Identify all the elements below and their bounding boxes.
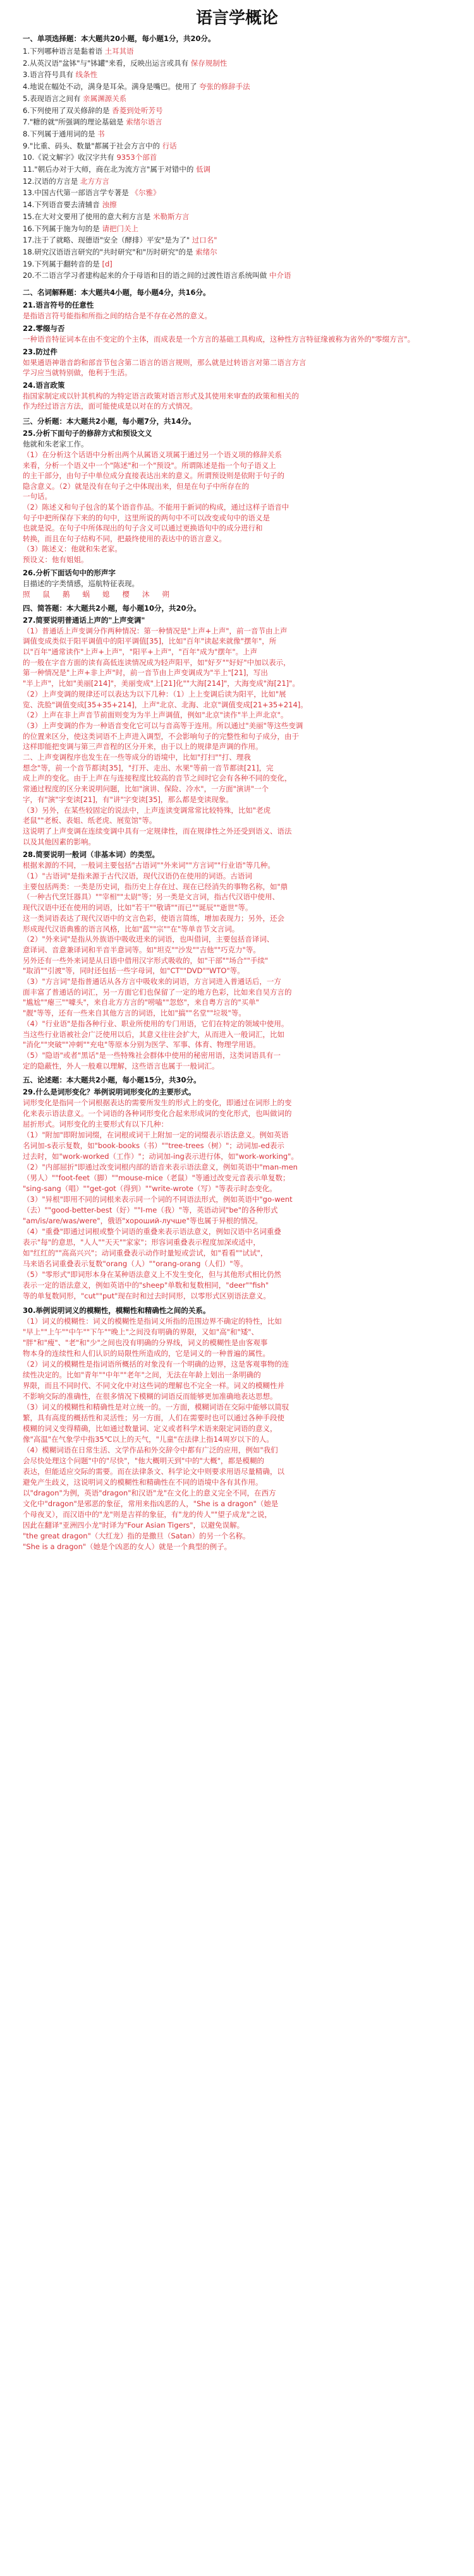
question-item <box>23 212 453 222</box>
question-item <box>23 129 453 139</box>
answer-text: 《尔雅》 <box>128 188 161 198</box>
answer-paragraph-line: 另外还有一些外来词是从日语中借用汉字形式吸收的，如"干部""场合""手续" <box>23 956 269 965</box>
question-text: 19.下列属于翻转音的是 <box>23 259 100 268</box>
section-header: 二、名词解释题：本大题共4小题，每小题4分，共16分。 <box>23 288 210 297</box>
answer-paragraph-line: 界限，而且不同时代、不同文化中对这些词的理解也不完全一样。词义的模糊性并 <box>23 1381 284 1391</box>
answer-paragraph-line: （3）词义的模糊性和精确性是对立统一的。一方面，模糊词语在交际中能够以简驭 <box>23 1403 289 1412</box>
question-text: 5.表现语言之间有 <box>23 93 81 103</box>
question-text: 4.地说在幅处不动，满身是耳朵。满身是嘴巴。使用了 <box>23 82 197 92</box>
answer-paragraph-line: "早上""上午""中午""下午""晚上"之间没有明确的界限，又如"高"和"矮"、 <box>23 1327 259 1337</box>
answer-paragraph-line: 的一般在字音方面的读有高低连读情况成为轻声阳平，如"好歹""好好"中加以表示， <box>23 657 291 667</box>
answer-paragraph-line: （2）"外来词"是指从外族语中吸收进来的词语，也叫借词，主要包括音译词、 <box>23 935 274 944</box>
answer-paragraph-line: （4）"重叠"即通过词根或整个词语的重叠来表示语法意义，例如汉语中名词重叠 <box>23 1227 281 1237</box>
answer-character-row <box>23 590 453 599</box>
question-text: 17.注于了就略、现德语"安全（酵排）平安"是为了" <box>23 236 190 245</box>
question-text: 13.中国古代第一部语言学专著是 <box>23 188 129 198</box>
answer-paragraph-line: （1）在分析这个话语中分析出两个从属语义项属于通过另一个语义项的修辞关系 <box>23 450 282 459</box>
answer-paragraph-line: 想念"等，前一个音节都读[35]，"打开、走出、水果"等前一音节都读[21]，完 <box>23 763 274 772</box>
question-text: 22.零缀与否 <box>23 324 65 333</box>
answer-paragraph-line: 这一类词语表达了现代汉语中的文言色彩，使语言简练，增加表现力；另外，还会 <box>23 913 284 923</box>
answer-paragraph-line: 以及其他因素的影响。 <box>23 837 95 846</box>
question-text: 16.下列属于施为句的是 <box>23 224 100 233</box>
answer-paragraph-line: 定的隐蔽性，外人一般难以理解，这些语言也属于一般词汇。 <box>23 1061 219 1070</box>
answer-text: 北方方言 <box>78 176 109 186</box>
section-header: 五、论述题：本大题共2小题，每小题15分，共30分。 <box>23 1075 201 1085</box>
answer-paragraph-line: 表示一定的语法意义，例如英语中的"sheep"单数和复数相同，"deer""fish" <box>23 1281 269 1290</box>
answer-paragraph-line: 表达，但能适应交际的需要。而在法律条文、科学论文中则要求用语尽量精确，以 <box>23 1467 284 1477</box>
question-text: 18.研究汉语语言研究的"共时研究"和"历时研究"的是 <box>23 247 193 256</box>
question-text: 27.简要说明普通话上声的"上声变调" <box>23 615 145 625</box>
answer-paragraph-line: "消化""突破""冲刺""充电"等原本分别为医学、军事、体育、物理学用语。 <box>23 1040 260 1050</box>
answer-paragraph-line: "半上声"，比如"美丽[214]"，美丽变成"上[21]化""大海[214]"，大海变成"海[21]"。 <box>23 679 300 688</box>
answer-paragraph-line: 隐含意义。（2）就是没有在句子之中体现出来，但是在句子中所存在的 <box>23 481 250 491</box>
answer-paragraph-line: 第一种情况是"上声+非上声"时，前一音节由上声变调成为"半上"[21]，写出 <box>23 668 268 678</box>
answer-paragraph-line: 如果通语神谐音韵和部音节包含第二语言的语言规则，那么就是过转语言对第二语言方言 <box>23 358 307 367</box>
answer-paragraph-line: 表示"每"的意思，"人人""天天""家家"；形容词重叠表示程度加深或适中， <box>23 1238 260 1247</box>
answer-paragraph-line: 句子中把所保存下来的的句中，这里所说的两句中不可以改变或句中的语义是 <box>23 513 270 522</box>
answer-paragraph-line: 等的单复数同形，"cut""put"现在时和过去时同形，以零形式区别语法意义。 <box>23 1291 270 1301</box>
question-text: 26.分析下面话句中的形声字 <box>23 568 116 577</box>
answer-paragraph-line: （1）"古语词"是指来源于古代汉语，现代汉语仍在使用的词语。古语词 <box>23 872 252 880</box>
answer-paragraph-line: 的主干部分，由句子中单位成分直接表达出来的意义。所谓预设则是依附于句子的 <box>23 471 284 481</box>
answer-text: 书 <box>95 129 105 138</box>
answer-paragraph-line: 二、上声变调程序也发生在一些等成分的语境中，比如"打扫""打、理我 <box>23 753 251 762</box>
answer-paragraph-line: "取消""引渡"等，同时还包括一些字母词，如"CT""DVD""WTO"等。 <box>23 966 245 976</box>
question-item <box>23 200 453 210</box>
answer-paragraph-line: 词形变化是指同一个词根据表达的需要所发生的形式上的变化，即通过在词形上的变 <box>23 1098 292 1108</box>
answer-paragraph-line: 调值变成类似于阳平调值中的阳平调值[35]，比如"百年"读起来就像"摆年"，所 <box>23 637 277 646</box>
answer-paragraph-line: 的位置来区分，使这类词语不上声进入调型，不会影响句子的完整性和句子成分，由于 <box>23 731 299 741</box>
question-text: 2.从英汉语"盆钵"与"钵罐"来看，反映出运言或具有 <box>23 58 189 68</box>
answer-paragraph-line: 老鼠""老板、表姐、纸老虎、展览馆"等。 <box>23 816 157 825</box>
section-header: 一、单项选择题：本大题共20小题，每小题1分，共20分。 <box>23 34 216 43</box>
answer-paragraph-line: 面丰富了普通话的词汇，另一方面它们也保留了一定的地方色彩，比如来自吴方言的 <box>23 987 292 997</box>
answer-text: 土耳其语 <box>102 47 134 56</box>
answer-text: 中介语 <box>267 271 291 280</box>
answer-paragraph-line: 化来表示语法意义。一个词语的各种词形变化合起来形成词的变化形式，也叫做词的 <box>23 1109 292 1118</box>
page-title: 语言学概论 <box>195 9 278 28</box>
answer-paragraph-line: 不影响交际的准确性，在很多情况下模糊的词语反而能够更加准确地表达思想。 <box>23 1392 277 1401</box>
answer-paragraph-line: "靓"等等，还有一些来自其他方言的词语，比如"搞""名堂""垃圾"等。 <box>23 1009 246 1018</box>
answer-character: 鼠 <box>42 589 50 599</box>
question-text: 20.不二语言学习者建构起来的介于母语和目的语之间的过渡性语言系统叫做 <box>23 271 267 280</box>
question-text: 30.举例说明词义的模糊性，模糊性和精确性之间的关系。 <box>23 1306 210 1315</box>
answer-text: 低调 <box>193 165 211 174</box>
answer-paragraph-line: （1）"附加"即附加词缀，在词根或词干上附加一定的词缀表示语法意义。例如英语 <box>23 1130 289 1140</box>
answer-paragraph-line: （2）"内部屈折"即通过改变词根内部的语音来表示语法意义，例如英语中"man-men <box>23 1163 298 1172</box>
answer-text: 浊擦 <box>99 200 117 210</box>
answer-paragraph-line: "She is a dragon"（她是个凶恶的女人）就是一个典型的例子。 <box>23 1542 232 1552</box>
answer-paragraph-line: 作为经过语言方法，面可能使成是以对在的方式情况。 <box>23 402 197 410</box>
question-text: 3.语言符号具有 <box>23 70 73 80</box>
answer-paragraph-line: （3）上声变调的作为一种语音变化它可以与音高等于连用。所以通过"美丽"等这些变调 <box>23 721 303 730</box>
question-item <box>23 177 453 186</box>
answer-character: 沐 <box>142 589 150 599</box>
answer-paragraph-line: 繁，具有高度的概括性和灵活性；另一方面，人们在需要时也可以通过各种手段使 <box>23 1413 284 1423</box>
answer-paragraph-line: （3）"异根"即用不同的词根来表示同一个词的不同语法形式，例如英语中"go-went <box>23 1195 293 1204</box>
answer-paragraph-line: 文化中"dragon"是邪恶的象征，常用来指凶恶的人，"She is a dragon"（她是 <box>23 1499 279 1509</box>
question-item <box>23 260 453 269</box>
answer-paragraph-line: （1）词义的模糊性：词义的模糊性是指词义所指的范围边界不确定的特性，比如 <box>23 1317 282 1326</box>
answer-paragraph-line: 意译词、音意兼译词和半音半意词等。如"坦克""沙发""吉他""巧克力"等。 <box>23 945 260 954</box>
question-text: 10.《说文解字》收汉字共有 <box>23 153 114 162</box>
answer-paragraph-line: （5）"零形式"即词形本身在某种语法意义上不发生变化，但与其他形式相比仍然 <box>23 1270 281 1279</box>
answer-paragraph-line: 因此在翻译"亚洲四小龙"时译为"Four Asian Tigers"，以避免误解。 <box>23 1521 245 1530</box>
answer-text: 线条性 <box>73 70 98 80</box>
answer-paragraph-line: 根据来源的不同，一般词主要包括"古语词""外来词""方言词""行业语"等几种。 <box>23 861 275 870</box>
answer-text: 亲属渊源关系 <box>80 93 127 103</box>
answer-paragraph-line: 以"百年"通常读作"上声+上声"，"阳平+上声"，"百年"成为"摆年"。上声 <box>23 647 258 656</box>
answer-character: 樱 <box>122 589 130 599</box>
answer-paragraph-line: 当这些行业语被社会广泛使用以后，其意义往往会扩大，从而进入一般词汇，比如 <box>23 1029 284 1039</box>
answer-paragraph-line: 模糊的词义变得精确，比如通过数量词、定义或者科学术语来限定词语的意义， <box>23 1424 277 1434</box>
answer-paragraph-line: "胖"和"瘦"、"老"和"少"之间也没有明确的分界线，词义的模糊性是由客观事 <box>23 1338 268 1348</box>
answer-paragraph-line: 避免产生歧义，这说明词义的模糊性和精确性在不同的语境中各有其作用。 <box>23 1478 263 1487</box>
question-text: 14.下列语音要去清辅音 <box>23 200 100 210</box>
answer-paragraph-line: "sing-sang（唱）""get-got（得到）""write-wrote（写）"等表示时态变化。 <box>23 1184 277 1194</box>
answer-paragraph-line: "am/is/are/was/were"，俄语"хороший-лучше"等也属于异根的情况。 <box>23 1216 263 1226</box>
question-text: 8.下列属于通用词的是 <box>23 129 95 138</box>
question-item <box>23 271 453 280</box>
question-item <box>23 188 453 198</box>
answer-paragraph-line: 一句话。 <box>23 492 52 501</box>
question-text: 目描述的字类情感，巡航特征表现。 <box>23 578 139 588</box>
question-text: 21.语言符号的任意性 <box>23 301 94 309</box>
answer-paragraph-line: 转换，而且在句子结构不同，把最终使用的表达中的语言意义。 <box>23 534 226 543</box>
question-item <box>23 106 453 116</box>
question-text: 25.分析下面句子的修辞方式和预设文义 <box>23 429 152 438</box>
answer-paragraph-line: 是指语言符号能指和所指之间的结合是不存在必然的意义。 <box>23 311 212 320</box>
section-header: 四、简答题：本大题共2小题，每小题10分，共20分。 <box>23 603 201 613</box>
answer-paragraph-line: 一种语音特征词本在由不变定的个主体，而成表是一个方言的基础工具构成，这种性方言特征缘被称为省外的"零缀方言"。 <box>23 335 415 344</box>
section-header: 三、分析题：本大题共2小题，每小题7分，共14分。 <box>23 417 196 426</box>
answer-text: 保存规制性 <box>188 58 228 68</box>
question-text: 24.语言政策 <box>23 381 65 390</box>
answer-paragraph-line: "the great dragon"（大红龙）指的是撒旦（Satan）的另一个名称。 <box>23 1531 250 1541</box>
answer-paragraph-line: 成上声的变化。由于上声在与连接程度比较高的音节之间时它会有各种不同的变化， <box>23 774 292 783</box>
answer-text: 索绪尔语言 <box>123 117 162 127</box>
question-item <box>23 94 453 104</box>
answer-paragraph-line: 字，有"演"字变读[21]，有"讲"字变读[35]，那么都是变读现象。 <box>23 794 233 804</box>
answer-text: 请把门关上 <box>99 224 138 233</box>
answer-paragraph-line: 屈折形式。词形变化的主要形式有以下几种： <box>23 1120 168 1129</box>
answer-paragraph-line: 常通过程度的区分来说明问题，比如"演讲、保险、冷水"，一方面"演讲"一个 <box>23 784 269 794</box>
answer-paragraph-line: 马来语名词重叠表示复数"orang（人）""orang-orang（人们）"等。 <box>23 1259 248 1269</box>
answer-paragraph-line: "尴尬""瘪三""噱头"，来自北方方言的"唠嗑""忽悠"，来自粤方言的"买单" <box>23 998 259 1007</box>
answer-paragraph-line: 以"dragon"为例，英语"dragon"和汉语"龙"在文化上的意义完全不同，在西方 <box>23 1489 276 1498</box>
question-text: 23.防过件 <box>23 347 58 356</box>
question-text: 7."糖的就"所强调的理论基础是 <box>23 117 124 127</box>
answer-paragraph-line: （2）上声在非上声音节前面则变为为半上声调值，例如"北京"读作"半上声北京"。 <box>23 710 288 720</box>
answer-character: 朔 <box>162 589 169 599</box>
answer-paragraph-line: 这说明了上声变调在连续变调中具有一定规律性，而在规律性之外还受到语义、语法 <box>23 826 292 836</box>
answer-paragraph-line: （男人）""foot-feet（脚）""mouse-mice（老鼠）"等通过改变元音表示单复数； <box>23 1173 290 1183</box>
answer-paragraph-line: 如"红红的""高高兴兴"；动词重叠表示动作时量短或尝试，如"看看""试试"， <box>23 1249 268 1258</box>
answer-character: 媳 <box>102 589 110 599</box>
answer-text: 索绪尔 <box>193 247 217 256</box>
answer-paragraph-line: 学习应当就特别做，他利于生活。 <box>23 368 132 377</box>
answer-paragraph-line: 指国家制定或以针其机构的为特定语言政策对语言形式及其使用来审查的政策和相关的 <box>23 392 299 400</box>
answer-paragraph-line: （2）上声变调的规律还可以表达为以下几种：（1）上上变调后读为阳平，比如"展 <box>23 689 286 698</box>
question-text: 15.在大对文要用了使用的意大利方言是 <box>23 212 151 221</box>
answer-paragraph-line: （3）陈述义：他就和朱老家。 <box>23 544 122 554</box>
answer-text: 过口名" <box>190 236 217 245</box>
question-item <box>23 59 453 68</box>
answer-character: 蜗 <box>82 589 90 599</box>
question-text: 11."朝后办对于大师，商在北为流方言"属于对错中的 <box>23 165 194 174</box>
answer-paragraph-line: 物本身的连续性和人们认识的局限性所造成的，它是词义的一种普遍的属性。 <box>23 1349 270 1358</box>
answer-paragraph-line: 览、洗脸"调值变成[35+35+214]，上声"北京、北海、北京"调值变成[21+35+214]。 <box>23 700 308 709</box>
question-text: 9."比重、码头、数量"都属于社会方言中的 <box>23 141 161 150</box>
answer-paragraph-line: 预设义：他有姐姐。 <box>23 555 88 564</box>
answer-paragraph-line: 形成现代汉语典雅的语言风格，比如"蓝""宗""在"等单音节文言词。 <box>23 924 240 933</box>
question-text: 1.下列哪种语言是黏着语 <box>23 47 102 56</box>
answer-paragraph-line: 过去时，如"work-worked（工作）"；动词加-ing表示进行体，如"work-working"。 <box>23 1152 298 1161</box>
question-item <box>23 117 453 127</box>
answer-paragraph-line: （2）词义的模糊性是指词语所概括的对象没有一个明确的边界，这是客观事物的连 <box>23 1360 289 1369</box>
question-item <box>23 141 453 151</box>
answer-paragraph-line: （4）"行业语"是指各种行业、职业所使用的专门用语，它们在特定的领域中使用。 <box>23 1019 289 1028</box>
answer-paragraph-line: 现代汉语中还在使用的词语，比如"若干""敬请""而已""诞辰""逝世"等。 <box>23 903 253 913</box>
answer-paragraph-line: （1）普通话上声变调分作两种情况：第一种情况是"上声+上声"，前一音节由上声 <box>23 626 288 635</box>
question-item <box>23 165 453 174</box>
answer-paragraph-line: 也就是说。在句子中所体现出的句子含义可以通过更换语句中的成分进行和 <box>23 524 263 533</box>
answer-paragraph-line: （去）""good-better-best（好）""I-me（我）"等，英语动词"be"的各种形式 <box>23 1206 278 1215</box>
question-item <box>23 236 453 245</box>
question-text: 他就和朱老家工作。 <box>23 440 88 448</box>
answer-paragraph-line: 来看，分析一个语义中一个"陈述"和一个"预设"。所谓陈述是指一个句子语义上 <box>23 460 276 470</box>
question-item <box>23 47 453 56</box>
answer-paragraph-line: 个母夜叉），而汉语中的"龙"则是吉祥的象征，有"龙的传人""望子成龙"之说， <box>23 1510 272 1519</box>
answer-paragraph-line: （4）模糊词语在日常生活、文学作品和外交辞令中都有广泛的应用，例如"我们 <box>23 1446 278 1455</box>
answer-paragraph-line: （一种古代烹饪器具）""宰相""太尉"等；另一类是文言词，指古代汉语中使用、 <box>23 892 279 902</box>
question-item <box>23 153 453 162</box>
answer-text: 米勒斯方言 <box>150 212 190 221</box>
answer-paragraph-line: 主要包括两类：一类是历史词，指历史上存在过、现在已经消失的事物名称，如"鼎 <box>23 882 288 891</box>
question-item <box>23 82 453 92</box>
question-text: 12.汉语的方言是 <box>23 176 78 186</box>
question-text: 29.什么是词形变化？举例说明词形变化的主要形式。 <box>23 1087 196 1097</box>
answer-paragraph-line: （3）另外，在某些较固定的说法中，上声连读变调常常比较特殊，比如"老虎 <box>23 805 271 815</box>
answer-text: 夸张的修辞手法 <box>197 82 250 92</box>
answer-character: 照 <box>23 589 30 599</box>
answer-paragraph-line: 会尽快处理这个问题"中的"尽快"，"他大概明天到"中的"大概"，都是模糊的 <box>23 1456 265 1466</box>
answer-text: 香菱到处听芳号 <box>109 105 163 115</box>
answer-paragraph-line: （3）"方言词"是指普通话从各方言中吸收来的词语，方言词进入普通话后，一方 <box>23 977 281 986</box>
answer-paragraph-line: 续性决定的。比如"青年""中年""老年"之间，无法在年龄上划出一条明确的 <box>23 1370 261 1380</box>
answer-paragraph-line: 这样即能把变调与第三声音程的区分开来，由于以上的规律是声调的作用。 <box>23 742 263 752</box>
question-item <box>23 70 453 80</box>
answer-paragraph-line: （5）"隐语"或者"黑话"是一些特殊社会群体中使用的秘密用语，这类词语具有一 <box>23 1050 281 1060</box>
question-text: 6.下列使用了双关修辞的是 <box>23 105 110 115</box>
question-item <box>23 224 453 234</box>
answer-paragraph-line: （2）陈述义和句子包含的某个语音作品。不能用于新词的构成，通过这样子语音中 <box>23 503 289 512</box>
question-item <box>23 248 453 257</box>
answer-text: 行话 <box>160 141 177 150</box>
answer-paragraph-line: 名词加-s表示复数，如"book-books（书）""tree-trees（树）"；动词加-ed表示 <box>23 1141 284 1151</box>
answer-text: 9353个部首 <box>114 153 157 162</box>
answer-paragraph-line: 像"高温"在气象学中指35℃以上的天气，"儿童"在法律上指14周岁以下的人。 <box>23 1435 274 1444</box>
answer-text: [d] <box>99 259 112 268</box>
question-text: 28.简要说明一般词（非基本词）的类型。 <box>23 850 159 860</box>
answer-character: 鹅 <box>63 589 70 599</box>
